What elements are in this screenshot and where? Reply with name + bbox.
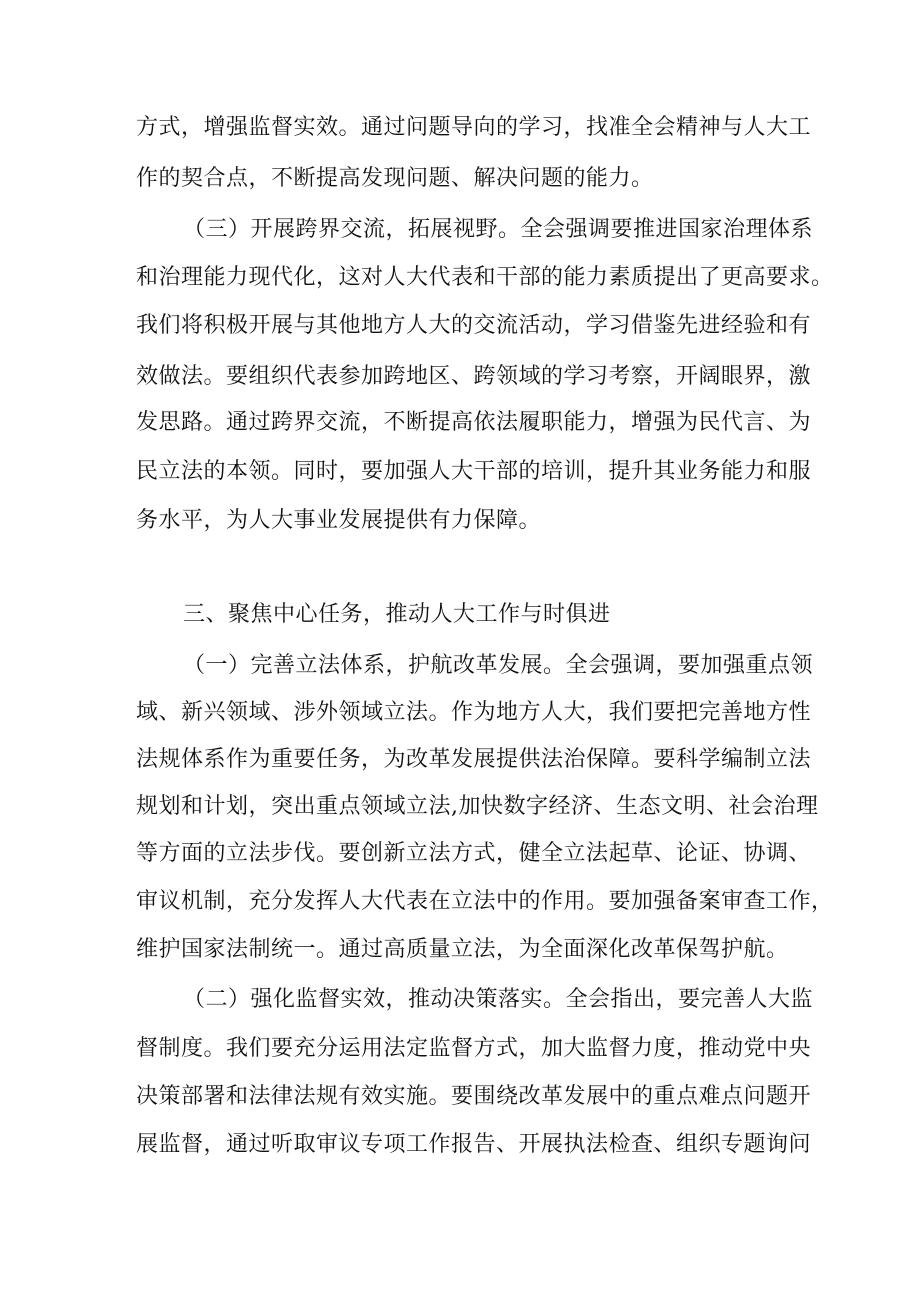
paragraph-line-11: （一）完善立法体系，护航改革发展。全会强调，要加强重点领 xyxy=(183,653,814,678)
paragraph-line-5: 我们将积极开展与其他地方人大的交流活动，学习借鉴先进经验和有 xyxy=(136,313,812,338)
paragraph-line-21: 展监督，通过听取审议专项工作报告、开展执法检查、组织专题询问 xyxy=(136,1132,812,1157)
paragraph-line-2: 作的契合点，不断提高发现问题、解决问题的能力。 xyxy=(136,166,654,191)
paragraph-line-6: 效做法。要组织代表参加跨地区、跨领域的学习考察，开阔眼界，激 xyxy=(136,364,812,389)
paragraph-line-17: 维护国家法制统一。通过高质量立法，为全面深化改革保驾护航。 xyxy=(136,937,789,962)
paragraph-line-8: 民立法的本领。同时，要加强人大干部的培训，提升其业务能力和服 xyxy=(136,459,812,484)
paragraph-line-20: 决策部署和法律法规有效实施。要围绕改革发展中的重点难点问题开 xyxy=(136,1084,812,1109)
paragraph-line-4: 和治理能力现代化，这对人大代表和干部的能力素质提出了更高要求。 xyxy=(136,265,834,290)
paragraph-line-9: 务水平，为人大事业发展提供有力保障。 xyxy=(136,508,542,533)
paragraph-line-3: （三）开展跨界交流，拓展视野。全会强调要推进国家治理体系 xyxy=(183,217,814,242)
paragraph-line-12: 域、新兴领域、涉外领域立法。作为地方人大，我们要把完善地方性 xyxy=(136,700,812,725)
paragraph-line-13: 法规体系作为重要任务，为改革发展提供法治保障。要科学编制立法 xyxy=(136,747,812,772)
paragraph-line-7: 发思路。通过跨界交流，不断提高依法履职能力，增强为民代言、为 xyxy=(136,410,812,435)
paragraph-line-18: （二）强化监督实效，推动决策落实。全会指出，要完善人大监 xyxy=(183,987,814,1012)
paragraph-line-19: 督制度。我们要充分运用法定监督方式，加大监督力度，推动党中央 xyxy=(136,1036,812,1061)
paragraph-line-15: 等方面的立法步伐。要创新立法方式，健全立法起草、论证、协调、 xyxy=(136,841,812,866)
paragraph-line-16: 审议机制，充分发挥人大代表在立法中的作用。要加强备案审查工作， xyxy=(136,889,834,914)
section-heading: 三、聚焦中心任务，推动人大工作与时俱进 xyxy=(183,602,611,627)
paragraph-line-14: 规划和计划，突出重点领域立法,加快数字经济、生态文明、社会治理 xyxy=(136,794,819,819)
paragraph-line-1: 方式，增强监督实效。通过问题导向的学习，找准全会精神与人大工 xyxy=(136,115,812,140)
